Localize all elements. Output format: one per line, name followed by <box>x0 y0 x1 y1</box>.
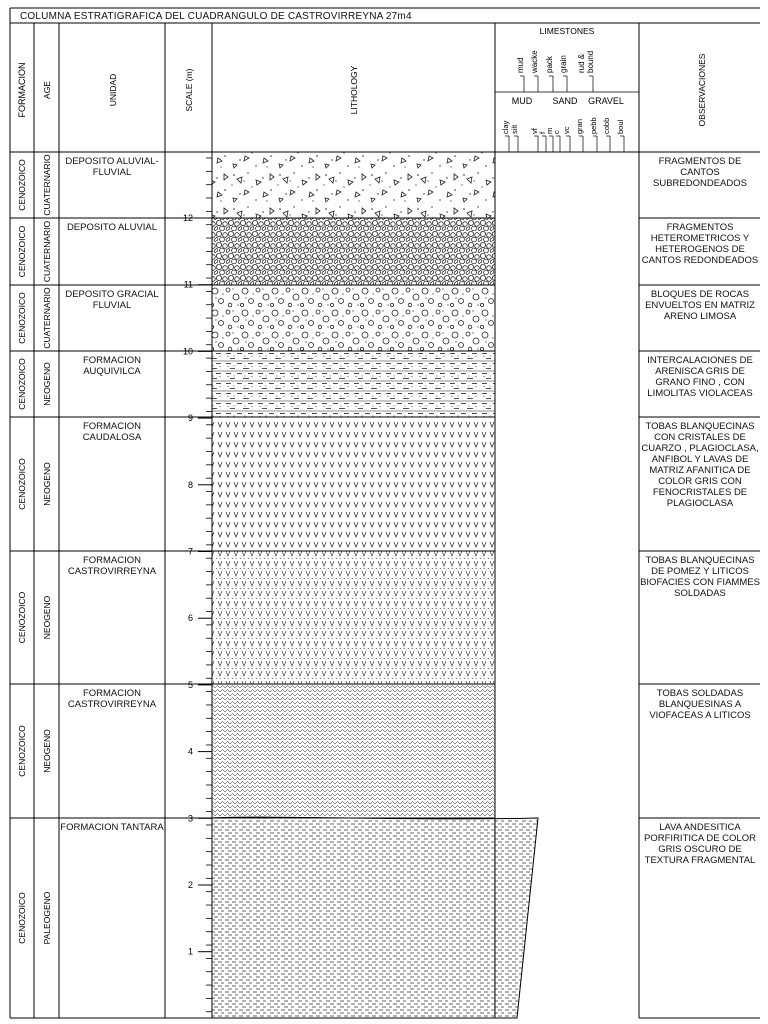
era-label: CENOZOICO <box>17 725 27 777</box>
observation-text: FRAGMENTOS HETEROMETRICOS Y HETEROGENOS DE CANTOS REDONDEADOS <box>641 222 759 266</box>
observation-text: LAVA ANDESITICA PORFIRITICA DE COLOR GRIS OSCURO DE TEXTURA FRAGMENTAL <box>644 822 756 866</box>
grain-group-label: MUD <box>511 96 533 106</box>
scale-tick-label: 12 <box>182 213 193 223</box>
lithology-pebbly <box>212 285 495 351</box>
grain-size-label: vc <box>562 126 571 134</box>
scale-tick-label: 10 <box>182 346 193 357</box>
scale-tick-label: 2 <box>187 880 193 890</box>
lithology-welded <box>212 684 495 818</box>
era-label: CENOZOICO <box>17 159 27 211</box>
period-label: CUATERNARIO <box>42 220 52 283</box>
era-label: CENOZOICO <box>17 292 27 344</box>
lithology-interbedded <box>212 351 495 417</box>
era-label: CENOZOICO <box>17 225 27 278</box>
period-label: NEOGENO <box>42 595 52 640</box>
period-label: NEOGENO <box>42 362 52 406</box>
limestone-type-label: mud <box>516 57 525 73</box>
scale-tick-label: 3 <box>187 813 193 824</box>
chart-title: COLUMNA ESTRATIGRAFICA DEL CUADRANGULO DE CASTROVIRREYNA 27m4 <box>20 11 412 22</box>
scale-tick-label: 9 <box>187 413 193 424</box>
era-label: CENOZOICO <box>17 591 27 644</box>
lithology-tuff-dotted <box>212 551 495 684</box>
grain-size-label: pebb <box>589 117 598 134</box>
scale-tick-label: 7 <box>187 546 193 557</box>
grain-size-label: clay <box>501 120 510 134</box>
unit-label: DEPOSITO GRACIAL FLUVIAL <box>65 289 159 311</box>
grain-group-label: GRAVEL <box>588 96 624 106</box>
grain-size-label: boul <box>616 119 625 134</box>
lithology-conglomerate <box>212 218 495 285</box>
unit-label: FORMACION AUQUIVILCA <box>82 355 142 377</box>
period-label: CUATERNARIO <box>42 287 52 349</box>
unit-label: DEPOSITO ALUVIAL <box>66 222 158 233</box>
unit-label: FORMACION CAUDALOSA <box>82 421 142 443</box>
period-label: NEOGENO <box>42 729 52 773</box>
observation-text: TOBAS BLANQUECINAS DE POMEZ Y LITICOS BIOFACIES CON FIAMMES SOLDADAS <box>640 555 760 599</box>
era-label: CENOZOICO <box>17 892 27 944</box>
limestone-type-label: grain <box>559 55 568 73</box>
limestone-type-label: wacke <box>530 50 539 73</box>
period-label: NEOGENO <box>42 462 52 506</box>
period-label: CUATERNARIO <box>42 154 52 216</box>
grain-size-label: vf <box>530 128 539 134</box>
scale-tick-label: 4 <box>187 746 193 757</box>
era-label: CENOZOICO <box>17 458 27 510</box>
limestones-header: LIMESTONES <box>539 26 595 36</box>
unit-label: DEPOSITO ALUVIAL-FLUVIAL <box>65 156 159 178</box>
scale-tick-label: 8 <box>187 479 193 490</box>
observation-text: INTERCALACIONES DE ARENISCA GRIS DE GRANO FINO , CON LIMOLITAS VIOLACEAS <box>647 355 753 399</box>
lithology-header: LITHOLOGY <box>349 65 359 115</box>
unit-label: FORMACION CASTROVIRREYNA <box>67 555 157 577</box>
age-header: AGE <box>42 81 52 99</box>
scale-tick-label: 11 <box>183 279 193 290</box>
unit-label: FORMACION TANTARA <box>60 822 164 833</box>
observation-text: TOBAS SOLDADAS BLANQUESINAS A VIOFACEAS A LITICOS <box>649 688 751 721</box>
grain-size-label: silt <box>510 124 519 134</box>
grain-size-label: c <box>552 130 561 134</box>
period-label: PALEOGENO <box>42 891 52 945</box>
era-label: CENOZOICO <box>17 358 27 410</box>
lithology-tuff-v <box>212 417 495 551</box>
grain-size-label: cobb <box>602 117 611 134</box>
grain-size-label: f <box>538 131 547 134</box>
observation-text: TOBAS BLANQUECINAS CON CRISTALES DE CUARZO , PLAGIOCLASA, ANFIBOL Y LAVAS DE MATRIZ AFANITICA DE COLOR GRIS CON FENOCRISTALES DE PLAGIOCLASA <box>641 421 759 509</box>
formation-header: FORMACION <box>17 62 27 118</box>
lithology-breccia <box>212 152 495 218</box>
unit-label: FORMACION CASTROVIRREYNA <box>67 688 157 710</box>
scale-tick-label: 1 <box>187 946 193 957</box>
observations-header: OBSERVACIONES <box>697 53 707 127</box>
observation-text: FRAGMENTOS DE CANTOS SUBREDONDEADOS <box>653 156 747 189</box>
scale-header: SCALE (m) <box>184 68 194 112</box>
grain-size-label: m <box>545 127 554 134</box>
scale-tick-label: 5 <box>187 679 193 690</box>
observation-text: BLOQUES DE ROCAS ENVUELTOS EN MATRIZ ARENO LIMOSA <box>645 289 755 322</box>
limestone-type-label: rud &bound <box>577 50 595 73</box>
grain-group-label: SAND <box>552 96 578 106</box>
grain-size-label: gran <box>575 118 584 134</box>
unit-header: UNIDAD <box>108 73 118 107</box>
lithology-lava <box>212 817 538 1018</box>
scale-tick-label: 6 <box>187 613 193 624</box>
limestone-type-label: pack <box>545 56 554 73</box>
